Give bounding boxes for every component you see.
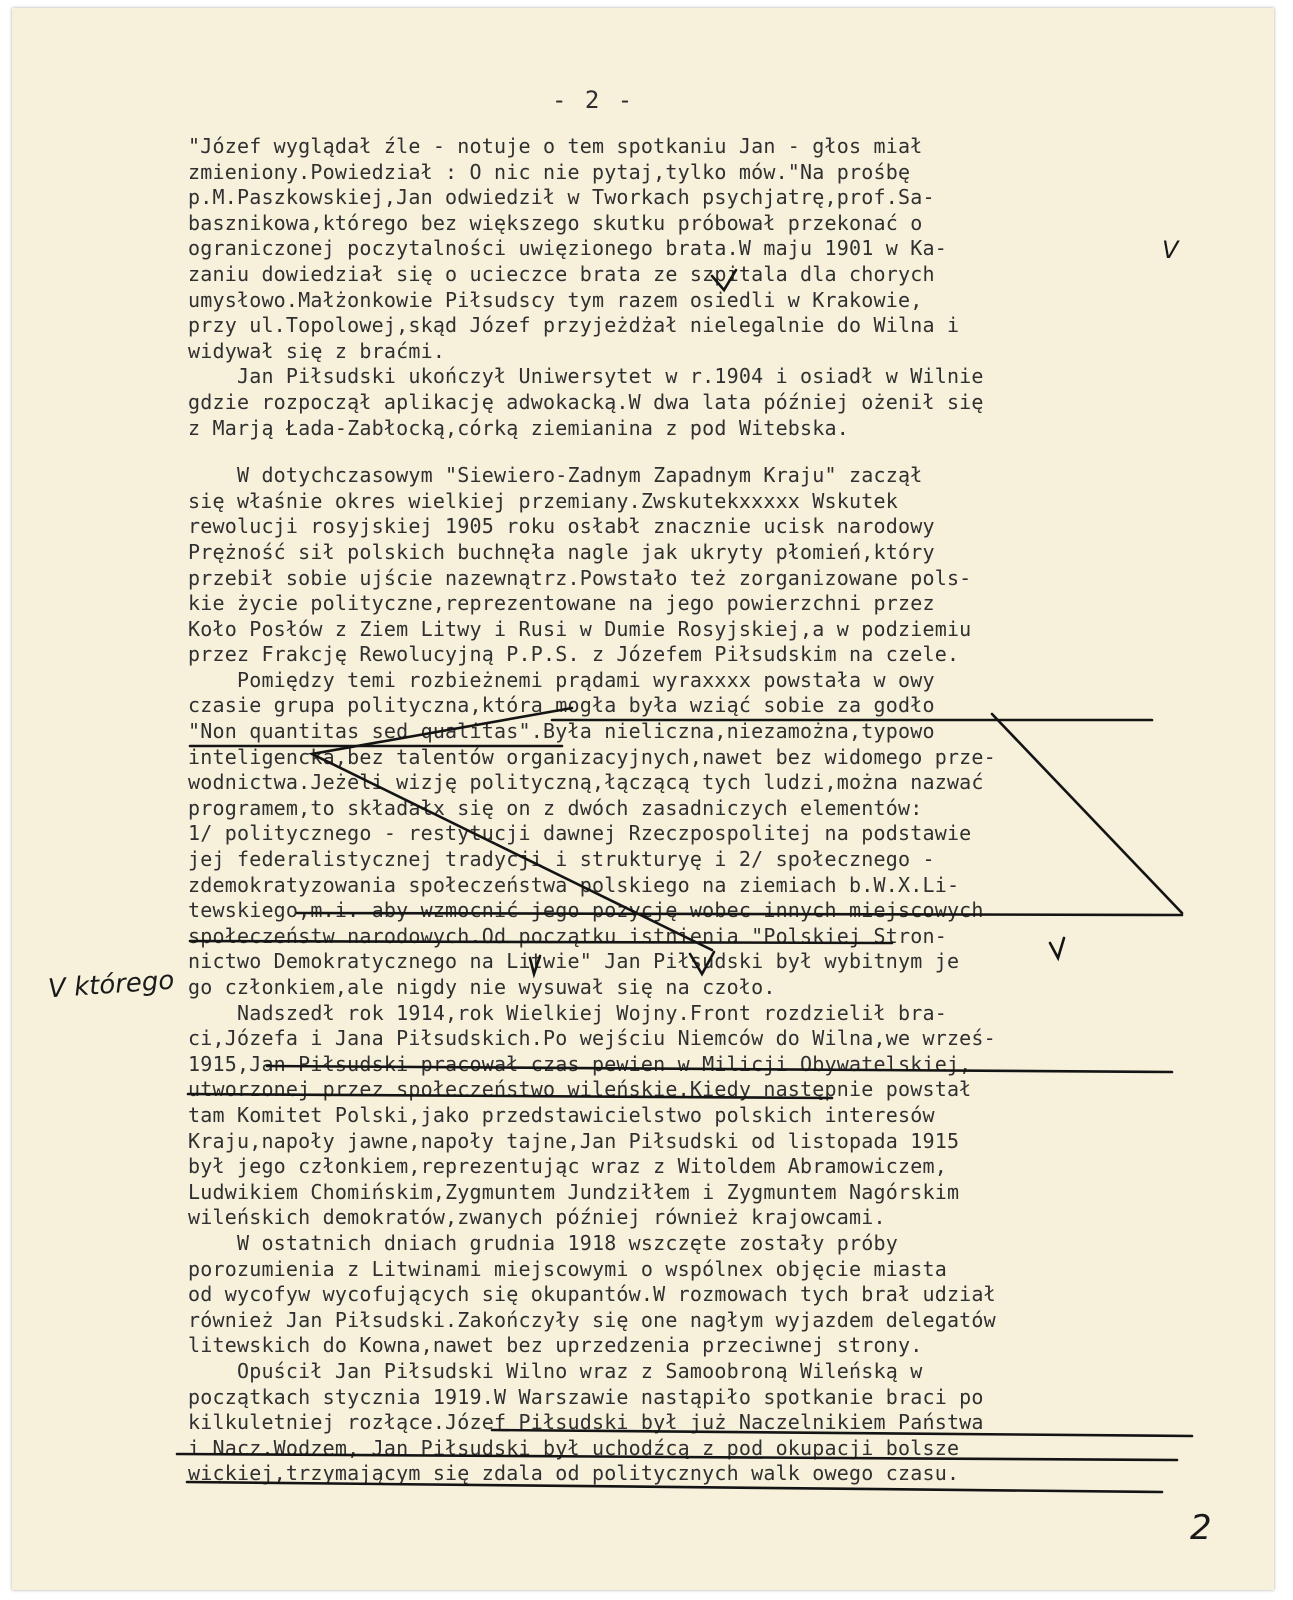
text-line: wickiej,trzymającym się zdala od politycznych walk owego czasu. (188, 1461, 960, 1486)
text-line: ograniczonej poczytalności uwięzionego brata.W maju 1901 w Ka- (188, 236, 947, 261)
text-line: jej federalistycznej tradycji i strukturyę i 2/ społecznego - (188, 847, 935, 872)
text-line: porozumienia z Litwinami miejscowymi o wspólnex objęcie miasta (188, 1256, 947, 1281)
page-number: - 2 - (552, 86, 635, 114)
paragraph (188, 1231, 1208, 1359)
text-line: przez Frakcję Rewolucyjną P.P.S. z Józefem Piłsudskim na czele. (188, 642, 960, 667)
corner-page-number: 2 (1190, 1508, 1212, 1548)
text-line: Prężność sił polskich buchnęła nagle jak ukryty płomień,który (188, 539, 935, 564)
text-line: przy ul.Topolowej,skąd Józef przyjeżdżał nielegalnie do Wilna i (188, 313, 960, 338)
typewritten-text (188, 134, 1208, 1487)
text-line: tewskiego,m.i. aby wzmocnić jego pozycję wobec innych miejscowych (188, 898, 984, 923)
text-line: początkach stycznia 1919.W Warszawie nastąpiło spotkanie braci po (188, 1384, 984, 1409)
text-line: utworzonej przez społeczeństwo wileńskie.Kiedy następnie powstał (188, 1077, 972, 1102)
text-line: gdzie rozpoczął aplikację adwokacką.W dwa lata później ożenił się (188, 389, 984, 414)
paragraph (188, 463, 1208, 1000)
text-line: również Jan Piłsudski.Zakończyły się one nagłym wyjazdem delegatów (188, 1307, 996, 1332)
margin-note-left: V którego (47, 965, 176, 1005)
text-line: zaniu dowiedział się o ucieczce brata ze szpitala dla chorych (188, 261, 935, 286)
text-line: społeczeństw narodowych.Od początku istnienia "Polskiej Stron- (188, 923, 947, 948)
text-line: Nadszedł rok 1914,rok Wielkiej Wojny.Front rozdzielił bra- (188, 1000, 947, 1025)
text-line: basznikowa,którego bez większego skutku próbował przekonać o (188, 210, 923, 235)
text-line: "Non quantitas sed qualitas".Była nieliczna,niezamożna,typowo (188, 719, 935, 744)
text-line: kie życie polityczne,reprezentowane na jego powierzchni przez (188, 591, 935, 616)
text-line: 1915,Jan Piłsudski pracował czas pewien w Milicji Obywatelskiej, (188, 1051, 972, 1076)
text-line: Kraju,napoły jawne,napoły tajne,Jan Piłsudski od listopada 1915 (188, 1128, 960, 1153)
text-line: i Nacz.Wodzem, Jan Piłsudski był uchodźcą z pod okupacji bolsze (188, 1435, 960, 1460)
text-line: W ostatnich dniach grudnia 1918 wszczęte zostały próby (188, 1230, 898, 1255)
text-line: od wycofyw wycofujących się okupantów.W rozmowach tych brał udział (188, 1282, 996, 1307)
text-line: 1/ politycznego - restytucji dawnej Rzeczpospolitej na podstawie (188, 821, 972, 846)
text-line: W dotychczasowym "Siewiero-Zadnym Zapadnym Kraju" zaczął (188, 463, 923, 488)
text-line: go członkiem,ale nigdy nie wysuwał się na czoło. (188, 975, 776, 999)
paragraph (188, 364, 1208, 441)
text-line: ci,Józefa i Jana Piłsudskich.Po wejściu Niemców do Wilna,we wrześ- (188, 1026, 996, 1051)
paragraph (188, 134, 1208, 364)
text-line: widywał się z braćmi. (188, 338, 446, 363)
text-line: rewolucji rosyjskiej 1905 roku osłabł znacznie ucisk narodowy (188, 514, 935, 539)
text-line: wileńskich demokratów,zwanych później również krajowcami. (188, 1205, 886, 1230)
text-line: Ludwikiem Chomińskim,Zygmuntem Jundziłłem i Zygmuntem Nagórskim (188, 1179, 960, 1204)
text-line: Jan Piłsudski ukończył Uniwersytet w r.1904 i osiadł w Wilnie (188, 364, 984, 389)
paragraph-gap (188, 441, 1208, 463)
margin-note-right: V (1162, 236, 1179, 264)
text-line: był jego członkiem,reprezentując wraz z Witoldem Abramowiczem, (188, 1154, 947, 1179)
text-line: czasie grupa polityczna,która mogła była wziąć sobie za godło (188, 693, 935, 718)
text-line: programem,to składałx się on z dwóch zasadniczych elementów: (188, 795, 923, 820)
text-line: wodnictwa.Jeżeli wizję polityczną,łączącą tych ludzi,można nazwać (188, 770, 984, 795)
paragraph (188, 1001, 1208, 1231)
text-line: "Józef wyglądał źle - notuje o tem spotkaniu Jan - głos miał (188, 134, 923, 158)
text-line: litewskich do Kowna,nawet bez uprzedzenia przeciwnej strony. (188, 1333, 923, 1358)
text-line: zdemokratyzowania społeczeństwa polskiego na ziemiach b.W.X.Li- (188, 872, 960, 897)
text-line: Koło Posłów z Ziem Litwy i Rusi w Dumie Rosyjskiej,a w podziemiu (188, 616, 972, 641)
text-line: z Marją Łada-Zabłocką,córką ziemianina z pod Witebska. (188, 415, 850, 440)
paragraph (188, 1359, 1208, 1487)
text-line: Opuścił Jan Piłsudski Wilno wraz z Samoobroną Wileńską w (188, 1358, 923, 1383)
text-line: nictwo Demokratycznego na Litwie" Jan Piłsudski był wybitnym je (188, 949, 960, 974)
text-line: przebił sobie ujście nazewnątrz.Powstało też zorganizowane pols- (188, 565, 972, 590)
text-line: zmieniony.Powiedział : O nic nie pytaj,tylko mów."Na prośbę (188, 159, 911, 184)
text-line: kilkuletniej rozłące.Józef Piłsudski był już Naczelnikiem Państwa (188, 1410, 984, 1435)
text-line: się właśnie okres wielkiej przemiany.Zwskutekxxxxx Wskutek (188, 488, 898, 513)
text-line: p.M.Paszkowskiej,Jan odwiedził w Tworkach psychjatrę,prof.Sa- (188, 185, 935, 210)
text-line: inteligencka,bez talentów organizacyjnych,nawet bez widomego prze- (188, 744, 996, 769)
text-line: Pomiędzy temi rozbieżnemi prądami wyraxxxx powstała w owy (188, 667, 935, 692)
document-page (12, 8, 1274, 1590)
text-line: umysłowo.Małżonkowie Piłsudscy tym razem osiedli w Krakowie, (188, 287, 923, 312)
text-line: tam Komitet Polski,jako przedstawicielstwo polskich interesów (188, 1102, 935, 1127)
